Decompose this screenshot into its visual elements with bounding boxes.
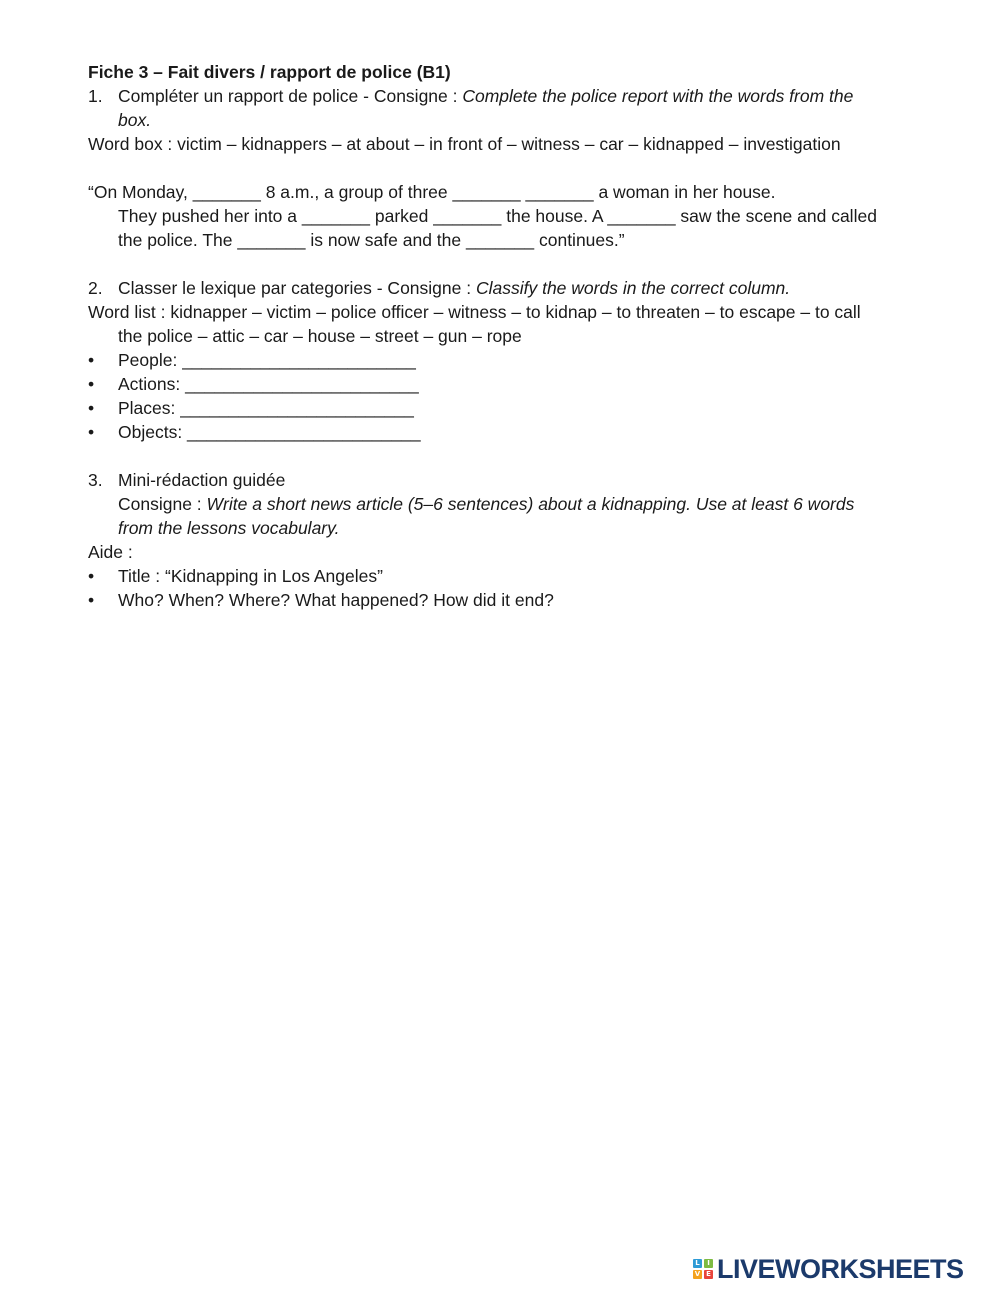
exercise-1-number: 1. (88, 86, 103, 106)
exercise-3-title: Mini-rédaction guidée (118, 470, 286, 490)
exercise-1-instruction: Complete the police report with the words from the (462, 86, 854, 106)
category-places-field[interactable]: Places: ________________________ (118, 398, 414, 418)
exercise-3-consigne-label: Consigne : (118, 494, 207, 514)
exercise-1-text-line-1: “On Monday, _______ 8 a.m., a group of three _______ _______ a woman in her house. (88, 182, 776, 202)
spacer (88, 444, 928, 468)
category-actions (88, 372, 928, 396)
exercise-1-wordbox: Word box : victim – kidnappers – at about – in front of – witness – car – kidnapped – investigation (88, 134, 841, 154)
exercise-2-instruction: Classify the words in the correct column. (475, 278, 791, 298)
exercise-1-title: Compléter un rapport de police - Consigne : (118, 86, 463, 106)
exercise-1-instruction-end: box. (118, 110, 152, 130)
exercise-3-number: 3. (88, 470, 103, 490)
logo-mark-cell: L (693, 1259, 702, 1268)
liveworksheets-logo-text: LIVEWORKSHEETS (717, 1253, 964, 1284)
bullet-icon: • (88, 374, 95, 394)
exercise-1-heading (88, 84, 928, 108)
bullet-icon: • (88, 566, 95, 586)
category-objects (88, 420, 928, 444)
bullet-icon: • (88, 398, 95, 418)
aide-item-title (88, 564, 928, 588)
liveworksheets-logo-icon (693, 1259, 713, 1279)
exercise-2-wordlist-cont: the police – attic – car – house – street – gun – rope (118, 326, 522, 346)
aide-item-title-text: Title : “Kidnapping in Los Angeles” (118, 566, 383, 586)
category-people-field[interactable]: People: ________________________ (118, 350, 416, 370)
worksheet-title: Fiche 3 – Fait divers / rapport de police (B1) (88, 62, 451, 82)
bullet-icon: • (88, 422, 95, 442)
exercise-3-instruction-cont (88, 516, 928, 540)
exercise-3-instruction-end: from the lessons vocabulary. (118, 518, 340, 538)
exercise-2-title: Classer le lexique par categories - Consigne : (118, 278, 476, 298)
category-objects-field[interactable]: Objects: ________________________ (118, 422, 421, 442)
exercise-2-heading (88, 276, 928, 300)
spacer (88, 252, 928, 276)
exercise-2-wordlist: Word list : kidnapper – victim – police officer – witness – to kidnap – to threaten – to escape – to call (88, 302, 861, 322)
exercise-1-text-line-2: They pushed her into a _______ parked _______ the house. A _______ saw the scene and called (118, 206, 877, 226)
worksheet (88, 60, 928, 612)
aide-item-questions-text: Who? When? Where? What happened? How did it end? (118, 590, 554, 610)
exercise-3-instruction: Write a short news article (5–6 sentences) about a kidnapping. Use at least 6 words (206, 494, 855, 514)
category-people (88, 348, 928, 372)
exercise-3-aide: Aide : (88, 542, 133, 562)
exercise-2-number: 2. (88, 278, 103, 298)
category-actions-field[interactable]: Actions: ________________________ (118, 374, 419, 394)
logo-mark-cell: V (694, 1270, 701, 1278)
spacer (88, 156, 928, 180)
exercise-3-heading (88, 468, 928, 492)
exercise-1-instruction-cont (88, 108, 928, 132)
category-places (88, 396, 928, 420)
aide-item-questions (88, 588, 928, 612)
logo-mark-cell: I (704, 1259, 713, 1268)
logo-mark-cell: E (704, 1270, 713, 1279)
bullet-icon: • (88, 350, 95, 370)
exercise-3-consigne (88, 492, 928, 516)
bullet-icon: • (88, 590, 95, 610)
liveworksheets-logo (693, 1254, 964, 1284)
exercise-1-text-line-3: the police. The _______ is now safe and the _______ continues.” (118, 230, 625, 250)
